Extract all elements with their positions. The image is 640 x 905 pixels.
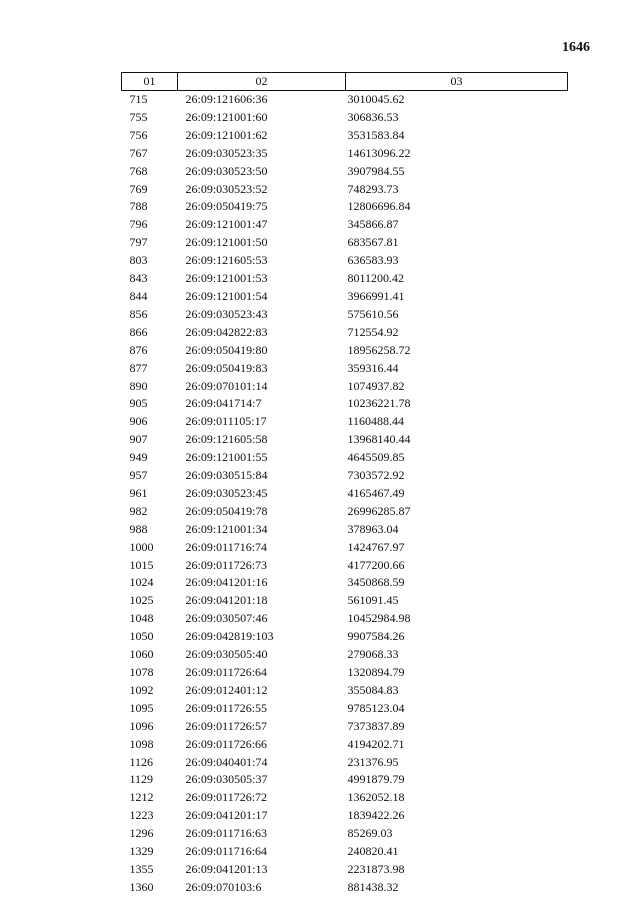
- table-row: [122, 557, 568, 575]
- cell-value: 9785123.04: [347, 700, 405, 715]
- cell-cadastral-number: 26:09:121605:53: [185, 253, 268, 268]
- cell-cadastral-number: 26:09:121001:47: [185, 217, 268, 232]
- cell-value: 85269.03: [347, 826, 393, 841]
- cell-id: 1092: [129, 682, 154, 697]
- cell-value: 3010045.62: [347, 92, 405, 106]
- cell-id: 756: [129, 127, 148, 142]
- cell-cadastral-number: 26:09:050419:78: [185, 503, 268, 518]
- cell-cadastral-number: 26:09:050419:83: [185, 360, 268, 375]
- cell-cadastral-number: 26:09:030523:52: [185, 181, 268, 196]
- cell-value: 355084.83: [347, 682, 399, 697]
- cell-cadastral-number: 26:09:070101:14: [185, 378, 268, 393]
- table-row: [122, 843, 568, 861]
- cell-cadastral-number: 26:09:041714:7: [185, 396, 262, 411]
- cell-id: 1355: [129, 861, 154, 876]
- cell-cadastral-number: 26:09:041201:16: [185, 575, 268, 590]
- cell-value: 1839422.26: [347, 808, 405, 823]
- column-header-02: 02: [178, 73, 346, 91]
- cell-cadastral-number: 26:09:042822:83: [185, 324, 268, 339]
- cell-value: 575610.56: [347, 306, 399, 321]
- cell-cadastral-number: 26:09:011726:57: [185, 718, 268, 733]
- cell-id: 767: [129, 145, 148, 160]
- cell-value: 14613096.22: [347, 145, 411, 160]
- cell-id: 768: [129, 163, 148, 178]
- cell-id: 1015: [129, 557, 154, 572]
- cell-value: 683567.81: [347, 235, 399, 250]
- cell-id: 905: [129, 396, 148, 411]
- cell-id: 843: [129, 271, 148, 286]
- table-row: [122, 646, 568, 664]
- table-row: [122, 503, 568, 521]
- cell-id: 961: [129, 485, 148, 500]
- cell-cadastral-number: 26:09:011716:74: [185, 539, 268, 554]
- cell-id: 876: [129, 342, 148, 357]
- data-table: [121, 72, 568, 897]
- cell-id: 1096: [129, 718, 154, 733]
- table-row: [122, 736, 568, 754]
- cell-id: 890: [129, 378, 148, 393]
- cell-value: 9907584.26: [347, 629, 405, 644]
- cell-value: 18956258.72: [347, 342, 411, 357]
- cell-id: 769: [129, 181, 148, 196]
- cell-cadastral-number: 26:09:070103:6: [185, 879, 262, 894]
- cell-id: 1000: [129, 539, 154, 554]
- header-row: [122, 73, 568, 91]
- table-row: [122, 109, 568, 127]
- cell-id: 982: [129, 503, 148, 518]
- table-row: [122, 360, 568, 378]
- cell-id: 1048: [129, 611, 154, 626]
- cell-id: 856: [129, 306, 148, 321]
- cell-cadastral-number: 26:09:011716:64: [185, 844, 268, 859]
- cell-value: 1074937.82: [347, 378, 405, 393]
- cell-id: 715: [129, 92, 148, 106]
- table-row: [122, 592, 568, 610]
- cell-value: 7373837.89: [347, 718, 405, 733]
- cell-id: 907: [129, 432, 148, 447]
- cell-cadastral-number: 26:09:050419:75: [185, 199, 268, 214]
- cell-cadastral-number: 26:09:011726:73: [185, 557, 268, 572]
- table-row: [122, 539, 568, 557]
- table-row: [122, 198, 568, 216]
- cell-id: 1360: [129, 879, 154, 894]
- cell-cadastral-number: 26:09:121605:58: [185, 432, 268, 447]
- table-row: [122, 754, 568, 772]
- cell-id: 1329: [129, 844, 154, 859]
- cell-value: 4991879.79: [347, 772, 405, 787]
- cell-cadastral-number: 26:09:030505:40: [185, 647, 268, 662]
- cell-cadastral-number: 26:09:121001:62: [185, 127, 268, 142]
- cell-cadastral-number: 26:09:040401:74: [185, 754, 268, 769]
- cell-value: 231376.95: [347, 754, 399, 769]
- cell-value: 1320894.79: [347, 665, 405, 679]
- cell-value: 12806696.84: [347, 199, 411, 214]
- table-row: [122, 342, 568, 360]
- cell-value: 4194202.71: [347, 736, 405, 751]
- cell-id: 1126: [129, 754, 154, 769]
- cell-value: 1362052.18: [347, 790, 405, 805]
- cell-cadastral-number: 26:09:011105:17: [185, 414, 267, 429]
- table-row: [122, 216, 568, 234]
- table-row: [122, 574, 568, 592]
- cell-id: 988: [129, 521, 148, 536]
- cell-cadastral-number: 26:09:121001:50: [185, 235, 268, 250]
- table-row: [122, 145, 568, 163]
- cell-value: 306836.53: [347, 109, 399, 124]
- cell-id: 957: [129, 468, 148, 483]
- cell-value: 881438.32: [347, 879, 399, 894]
- cell-id: 1296: [129, 826, 154, 841]
- cell-id: 1095: [129, 700, 154, 715]
- cell-cadastral-number: 26:09:042819:103: [185, 629, 274, 644]
- cell-cadastral-number: 26:09:011726:72: [185, 790, 268, 805]
- cell-cadastral-number: 26:09:030523:50: [185, 163, 268, 178]
- cell-cadastral-number: 26:09:041201:13: [185, 861, 268, 876]
- table-row: [122, 91, 568, 109]
- cell-cadastral-number: 26:09:121001:53: [185, 271, 268, 286]
- table-row: [122, 163, 568, 181]
- column-header-03: 03: [346, 73, 568, 91]
- table-row: [122, 718, 568, 736]
- cell-cadastral-number: 26:09:030507:46: [185, 611, 268, 626]
- cell-value: 345866.87: [347, 217, 399, 232]
- cell-id: 844: [129, 288, 148, 303]
- cell-value: 2231873.98: [347, 861, 405, 876]
- cell-value: 279068.33: [347, 647, 399, 662]
- cell-value: 359316.44: [347, 360, 399, 375]
- cell-value: 26996285.87: [347, 503, 411, 518]
- cell-id: 1025: [129, 593, 154, 608]
- table-row: [122, 610, 568, 628]
- table-row: [122, 879, 568, 897]
- cell-value: 1424767.97: [347, 539, 405, 554]
- cell-id: 755: [129, 109, 148, 124]
- table-row: [122, 413, 568, 431]
- cell-id: 866: [129, 324, 148, 339]
- table-header: [122, 73, 568, 91]
- cell-id: 1050: [129, 629, 154, 644]
- cell-id: 1212: [129, 790, 154, 805]
- cell-cadastral-number: 26:09:030505:37: [185, 772, 268, 787]
- cell-id: 1129: [129, 772, 154, 787]
- table-row: [122, 431, 568, 449]
- table-row: [122, 181, 568, 199]
- table-row: [122, 700, 568, 718]
- cell-id: 877: [129, 360, 148, 375]
- cell-id: 1078: [129, 665, 154, 679]
- cell-cadastral-number: 26:09:041201:18: [185, 593, 268, 608]
- column-header-01: 01: [122, 73, 178, 91]
- cell-cadastral-number: 26:09:012401:12: [185, 682, 268, 697]
- cell-id: 1223: [129, 808, 154, 823]
- table-row: [122, 306, 568, 324]
- cell-cadastral-number: 26:09:050419:80: [185, 342, 268, 357]
- table-row: [122, 234, 568, 252]
- table-row: [122, 628, 568, 646]
- cell-value: 240820.41: [347, 844, 399, 859]
- cell-value: 4177200.66: [347, 557, 405, 572]
- cell-id: 1098: [129, 736, 154, 751]
- table-body: [122, 91, 568, 897]
- cell-cadastral-number: 26:09:030523:45: [185, 485, 268, 500]
- cell-id: 1060: [129, 647, 154, 662]
- cell-id: 906: [129, 414, 148, 429]
- cell-cadastral-number: 26:09:011726:66: [185, 736, 268, 751]
- cell-id: 803: [129, 253, 148, 268]
- cell-id: 1024: [129, 575, 154, 590]
- table-row: [122, 127, 568, 145]
- cell-value: 3966991.41: [347, 288, 405, 303]
- table-row: [122, 449, 568, 467]
- cell-value: 561091.45: [347, 593, 399, 608]
- cell-value: 3907984.55: [347, 163, 405, 178]
- table-row: [122, 467, 568, 485]
- cell-value: 4645509.85: [347, 450, 405, 465]
- table-row: [122, 771, 568, 789]
- table-row: [122, 288, 568, 306]
- cell-value: 748293.73: [347, 181, 399, 196]
- table-row: [122, 485, 568, 503]
- cell-cadastral-number: 26:09:121001:60: [185, 109, 268, 124]
- cell-value: 10452984.98: [347, 611, 411, 626]
- cell-cadastral-number: 26:09:121001:55: [185, 450, 268, 465]
- cell-cadastral-number: 26:09:011716:63: [185, 826, 268, 841]
- cell-cadastral-number: 26:09:041201:17: [185, 808, 268, 823]
- cell-cadastral-number: 26:09:121001:54: [185, 288, 268, 303]
- cell-value: 1160488.44: [347, 414, 405, 429]
- table-row: [122, 682, 568, 700]
- table-row: [122, 664, 568, 682]
- table-row: [122, 395, 568, 413]
- cell-value: 3450868.59: [347, 575, 405, 590]
- cell-cadastral-number: 26:09:121606:36: [185, 92, 268, 106]
- cell-value: 4165467.49: [347, 485, 405, 500]
- cell-cadastral-number: 26:09:030515:84: [185, 468, 268, 483]
- cell-cadastral-number: 26:09:121001:34: [185, 521, 268, 536]
- table-row: [122, 861, 568, 879]
- cell-id: 949: [129, 450, 148, 465]
- cell-value: 10236221.78: [347, 396, 411, 411]
- table-row: [122, 789, 568, 807]
- cell-value: 8011200.42: [347, 271, 405, 286]
- cell-id: 797: [129, 235, 148, 250]
- cell-cadastral-number: 26:09:011726:55: [185, 700, 268, 715]
- cell-value: 13968140.44: [347, 432, 411, 447]
- cell-id: 796: [129, 217, 148, 232]
- cell-cadastral-number: 26:09:030523:35: [185, 145, 268, 160]
- cell-value: 712554.92: [347, 324, 399, 339]
- cell-value: 7303572.92: [347, 468, 405, 483]
- table-row: [122, 270, 568, 288]
- cell-cadastral-number: 26:09:011726:64: [185, 665, 268, 679]
- table-row: [122, 807, 568, 825]
- table-row: [122, 825, 568, 843]
- page-number: 1646: [562, 40, 590, 55]
- table-row: [122, 252, 568, 270]
- table-row: [122, 324, 568, 342]
- cell-cadastral-number: 26:09:030523:43: [185, 306, 268, 321]
- cell-value: 3531583.84: [347, 127, 405, 142]
- table-row: [122, 378, 568, 396]
- cell-id: 788: [129, 199, 148, 214]
- table-row: [122, 521, 568, 539]
- cell-value: 378963.04: [347, 521, 399, 536]
- cell-value: 636583.93: [347, 253, 399, 268]
